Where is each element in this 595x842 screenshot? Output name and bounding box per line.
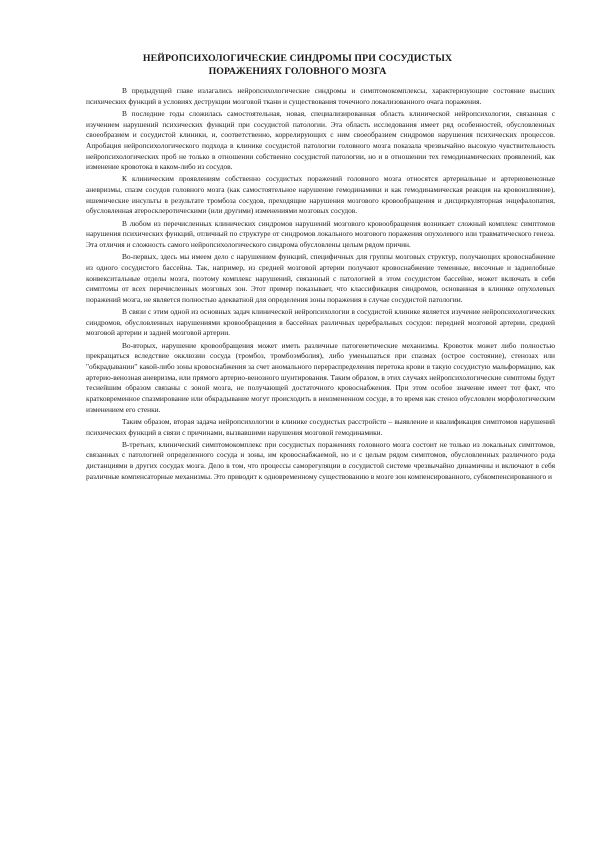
paragraph: В последние годы сложилась самостоятельная, новая, специализированная область клинической нейропсихологии, связанная с изучением нарушений психических функций при сосудистой патологии. Эта область исследования имеет ряд особенностей, обусловленных своеобразием и сосудистой клиники, и, соответственно, коррелирующих с ним своеобразием синдромов нарушения психических процессов. Апробация нейропсихологического подхода в клинике сосудистой патологии головного мозга показала чрезвычайно высокую чувствительность нейропсихологических проб не только в отношении собственно сосудистой патологии, но и в отношении тех гемодинамических проявлений, как изменение кровотока в каком-либо из сосудов. xyxy=(86,108,555,172)
paragraph: В связи с этим одной из основных задач клинической нейропсихологии в сосудистой клинике является изучение нейропсихологических синдромов, обусловленных нарушениями кровообращения в бассейнах различных церебральных сосудов: передней мозговой артерии, средней мозговой артерии и задней мозговой артерии. xyxy=(86,307,555,338)
paragraph: В любом из перечисленных клинических синдромов нарушений мозгового кровообращения возникает сложный комплекс симптомов нарушения психических функций, отличный по структуре от синдромов локального мозгового поражения опухолевого или травматического генеза. Эта отличия и сложность самого нейропсихологического синдрома обусловлены целым рядом причин. xyxy=(86,218,555,249)
document-body xyxy=(86,86,555,484)
paragraph: В предыдущей главе излагались нейропсихологические синдромы и симптомокомплексы, характеризующие состояние высших психических функций в условиях деструкции мозговой ткани и существования точечного локализованного очага поражения. xyxy=(86,86,555,106)
paragraph: К клиническим проявлениям собственно сосудистых поражений головного мозга относятся артериальные и артериовенозные аневризмы, спазм сосудов головного мозга (как самостоятельное нарушение гемодинамики и как гемодинамическая реакция на кровоизлияние), ишемические инсульты в результате тромбоза сосудов, преходящие нарушения мозгового кровообращения и дисциркуляторная энцефалопатия, обусловленная атеросклеротическими (или другими) изменениями мозговых сосудов. xyxy=(86,174,555,216)
paragraph: Таким образом, вторая задача нейропсихологии в клинике сосудистых расстройств – выявление и квалификация симптомов нарушений психических функций в связи с причинами, вызвавшими нарушения мозговой гемодинамики. xyxy=(86,416,555,437)
paragraph: Во-первых, здесь мы имеем дело с нарушением функций, специфичных для группы мозговых структур, получающих кровоснабжение из одного сосудистого бассейна. Так, например, из средней мозговой артерии получают кровоснабжение теменные, височные и заднелобные конвекситальные отделы мозга, поэтому комплекс нарушений, связанный с патологией в этом сосудистом бассейне, может включать в себя симптомы от всех перечисленных мозговых зон. Этот пример показывает, что классификация синдромов, основанная в клинике опухолевых поражений мозга, не является полностью адекватной для определения зоны поражения в случае сосудистой патологии. xyxy=(86,252,555,304)
title-line-1: НЕЙРОПСИХОЛОГИЧЕСКИЕ СИНДРОМЫ ПРИ СОСУДИСТЫХ xyxy=(142,53,453,64)
paragraph: В-третьих, клинический симптомокомплекс при сосудистых поражениях головного мозга состоит не только из локальных симптомов, связанных с патологией определенного сосуда и зоны, им кровоснабжаемой, но и с целым рядом симптомов, обусловленных различного рода дистанциями в других сосудах мозга. Дело в том, что процессы саморегуляции в сосудистой системе чрезвычайно динамичны и включают в себя различные компенсаторные механизмы. Это приводит к одновременному существованию в мозге зон компенсированного, субкомпенсированного и xyxy=(86,439,555,481)
paragraph: Во-вторых, нарушение кровообращения может иметь различные патогенетические механизмы. Кровоток может либо полностью прекращаться вследствие окклюзии сосуда (тромбоз, тромбоэмболия), либо уменьшаться при спазмах (острое состояние), стенозах или "обкрадывании" какой-либо зоны кровоснабжения за счет аномального перераспределения перетока крови в такую сосудистую мальформацию, как артерио-венозная аневризма, или прямого артерио-венозного шунтирования. Таким образом, в этих случаях нейропсихологические симптомы будут теснейшим образом связаны с зоной мозга, не получающей достаточного кровоснабжения. При этом особое значение имеет тот факт, что кратковременное спазмирование или обкрадывание могут происходить в неизмененном сосуде, в то время как стеноз обусловлен морфологическим изменением его стенки. xyxy=(86,340,555,414)
document-title xyxy=(86,52,509,78)
title-line-2: ПОРАЖЕНИЯХ ГОЛОВНОГО МОЗГА xyxy=(208,66,387,77)
